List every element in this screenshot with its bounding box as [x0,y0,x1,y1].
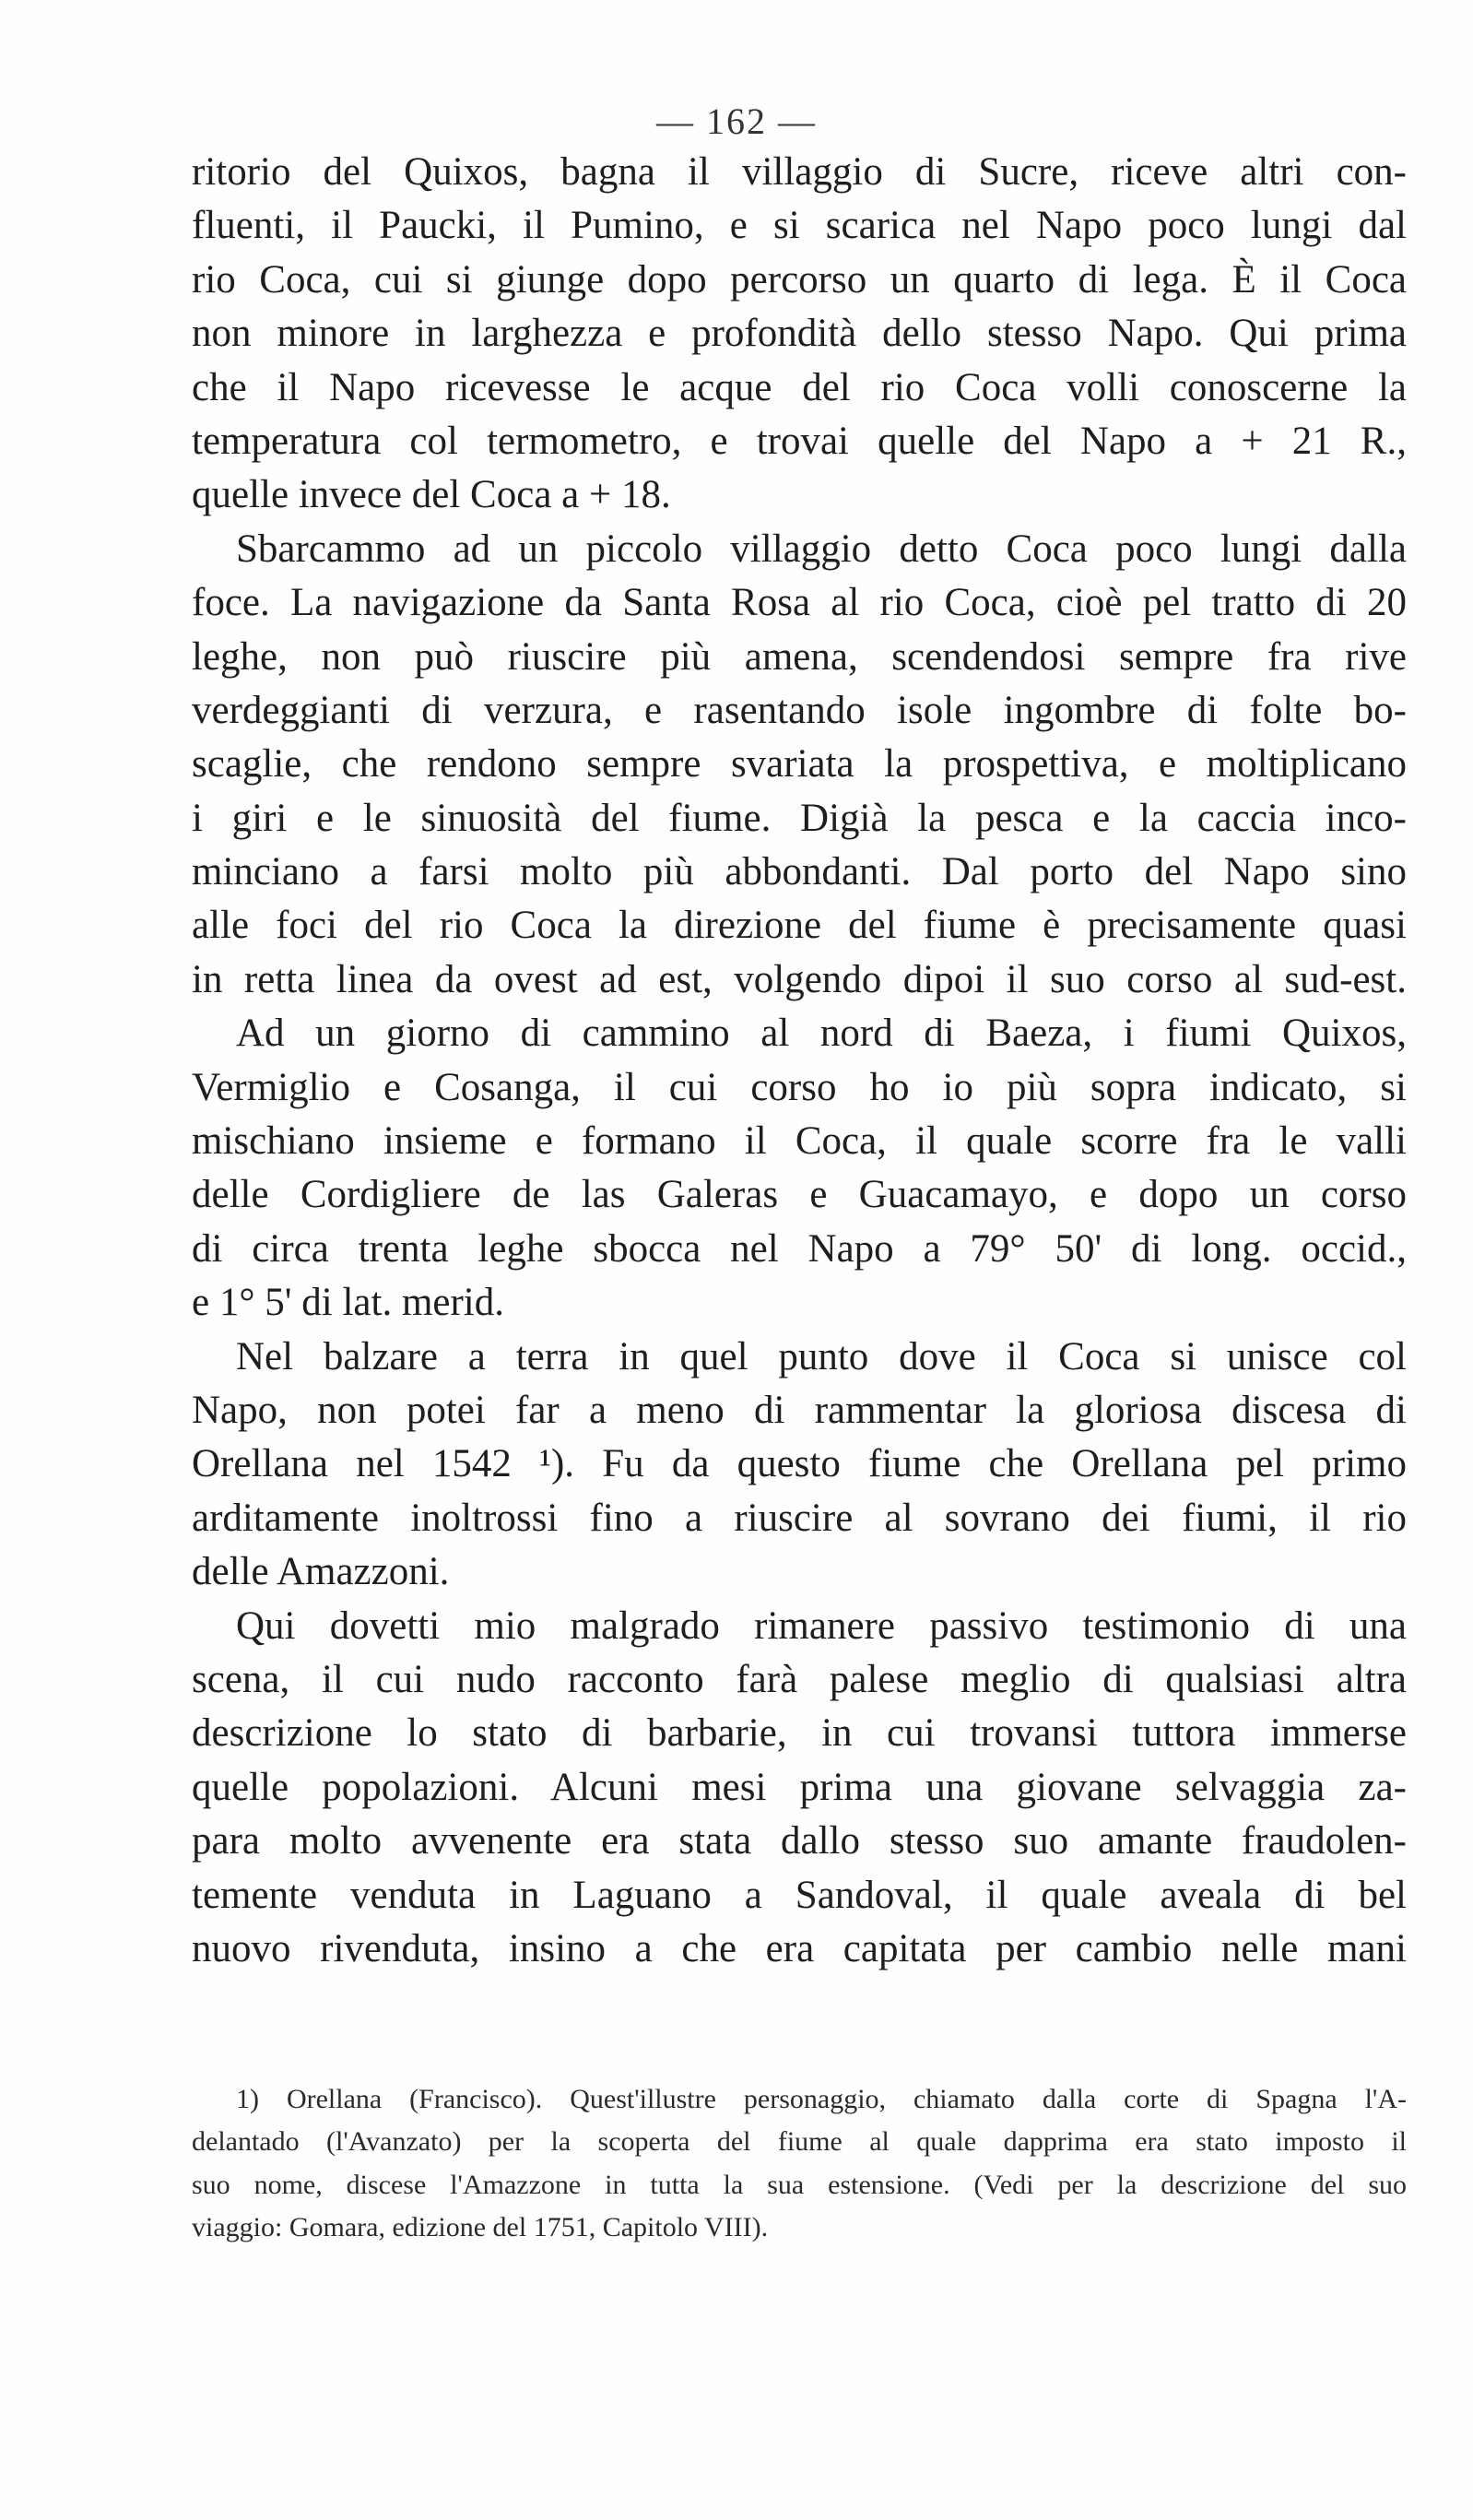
text-line: quelle popolazioni. Alcuni mesi prima una giovane selvaggia za- [192,1765,1407,1809]
text-line: i giri e le sinuosità del fiume. Digià la pesca e la caccia inco- [192,796,1407,840]
footnote-line: suo nome, discese l'Amazzone in tutta la sua estensione. (Vedi per la descrizione del suo [192,2169,1407,2200]
text-line: scaglie, che rendono sempre svariata la prospettiva, e moltiplicano [192,742,1407,787]
text-line: di circa trenta leghe sbocca nel Napo a 79° 50' di long. occid., [192,1226,1407,1271]
text-line: para molto avvenente era stata dallo stesso suo amante fraudolen- [192,1819,1407,1863]
footnotes [192,2078,1407,2250]
text-line: minciano a farsi molto più abbondanti. Dal porto del Napo sino [192,850,1407,894]
paragraph-start-line: Ad un giorno di cammino al nord di Baeza, i fiumi Quixos, [236,1012,1407,1056]
text-line: Vermiglio e Cosanga, il cui corso ho io più sopra indicato, si [192,1065,1407,1109]
footnote-line: delantado (l'Avanzato) per la scoperta del fiume al quale dapprima era stato imposto il [192,2126,1407,2158]
text-line: leghe, non può riuscire più amena, scendendosi sempre fra rive [192,634,1407,679]
paragraph-start-line: Nel balzare a terra in quel punto dove il Coca si unisce col [236,1334,1407,1378]
text-line: non minore in larghezza e profondità dello stesso Napo. Qui prima [192,312,1407,356]
text-line: Napo, non potei far a meno di rammentar la gloriosa discesa di [192,1388,1407,1432]
text-line: Orellana nel 1542 ¹). Fu da questo fiume che Orellana pel primo [192,1442,1407,1486]
page-number: — 162 — [656,101,817,142]
body-text [192,146,1407,1976]
footnote-line: 1) Orellana (Francisco). Quest'illustre personaggio, chiamato dalla corte di Spagna l'A- [236,2084,1407,2114]
text-line: quelle invece del Coca a + 18. [192,473,671,517]
text-line: verdeggianti di verzura, e rasentando isole ingombre di folte bo- [192,688,1407,732]
text-line: che il Napo ricevesse le acque del rio Coca volli conoscerne la [192,365,1407,409]
text-line: delle Cordigliere de las Galeras e Guacamayo, e dopo un corso [192,1173,1407,1217]
footnote-line: viaggio: Gomara, edizione del 1751, Capitolo VIII). [192,2212,769,2243]
text-line: alle foci del rio Coca la direzione del fiume è precisamente quasi [192,904,1407,948]
text-line: delle Amazzoni. [192,1550,450,1594]
paragraph-start-line: Sbarcammo ad un piccolo villaggio detto Coca poco lungi dalla [236,526,1407,571]
text-line: descrizione lo stato di barbarie, in cui trovansi tuttora immerse [192,1711,1407,1756]
text-line: arditamente inoltrossi fino a riuscire al sovrano dei fiumi, il rio [192,1496,1407,1540]
text-line: foce. La navigazione da Santa Rosa al rio Coca, cioè pel tratto di 20 [192,581,1407,625]
text-line: temperatura col termometro, e trovai quelle del Napo a + 21 R., [192,419,1407,463]
text-line: in retta linea da ovest ad est, volgendo dipoi il suo corso al sud-est. [192,957,1407,1001]
text-line: nuovo rivenduta, insino a che era capitata per cambio nelle mani [192,1926,1407,1970]
text-line: e 1° 5' di lat. merid. [192,1281,505,1325]
text-line: scena, il cui nudo racconto farà palese meglio di qualsiasi altra [192,1657,1407,1701]
text-line: mischiano insieme e formano il Coca, il quale scorre fra le valli [192,1119,1407,1164]
text-line: rio Coca, cui si giunge dopo percorso un quarto di lega. È il Coca [192,257,1407,302]
text-line: temente venduta in Laguano a Sandoval, il quale avealа di bel [192,1873,1407,1917]
paragraph-start-line: Qui dovetti mio malgrado rimanere passivo testimonio di una [236,1603,1407,1648]
text-line: fluenti, il Paucki, il Pumino, e si scarica nel Napo poco lungi dal [192,204,1407,248]
text-line: ritorio del Quixos, bagna il villaggio di Sucre, riceve altri con- [192,150,1407,194]
